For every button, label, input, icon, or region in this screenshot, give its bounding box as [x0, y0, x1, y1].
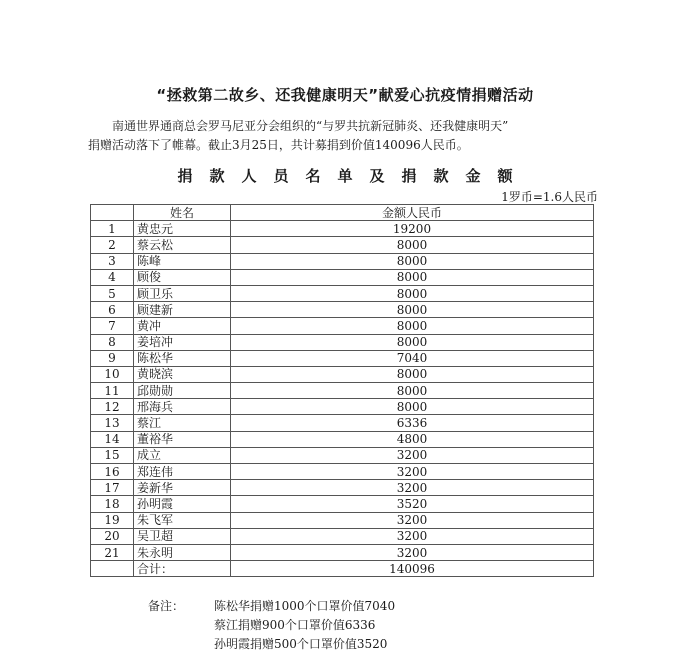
row-name: 蔡云松	[134, 237, 231, 253]
table-row	[91, 464, 594, 480]
row-index: 1	[91, 221, 134, 237]
row-amount: 3200	[231, 464, 594, 480]
row-amount: 8000	[231, 269, 594, 285]
table-row	[91, 383, 594, 399]
row-index: 6	[91, 302, 134, 318]
row-index: 12	[91, 399, 134, 415]
row-amount: 8000	[231, 302, 594, 318]
row-index: 13	[91, 415, 134, 431]
row-amount: 7040	[231, 350, 594, 366]
exchange-rate-note: 1罗币=1.6人民币	[501, 190, 598, 204]
table-row	[91, 431, 594, 447]
row-index: 8	[91, 334, 134, 350]
row-index: 2	[91, 237, 134, 253]
row-index: 3	[91, 253, 134, 269]
table-row	[91, 512, 594, 528]
table-row	[91, 496, 594, 512]
row-name: 姜培冲	[134, 334, 231, 350]
intro-line-2: 捐赠活动落下了帷幕。截止3月25日，共计募捐到价值140096人民币。	[88, 138, 469, 152]
row-name: 成立	[134, 447, 231, 463]
total-label: 合计：	[134, 561, 231, 577]
row-amount: 19200	[231, 221, 594, 237]
table-row	[91, 285, 594, 301]
row-amount: 8000	[231, 237, 594, 253]
row-name: 郑连伟	[134, 464, 231, 480]
row-name: 孙明霞	[134, 496, 231, 512]
row-amount: 8000	[231, 366, 594, 382]
row-amount: 8000	[231, 334, 594, 350]
row-amount: 8000	[231, 318, 594, 334]
table-row	[91, 221, 594, 237]
row-index: 21	[91, 544, 134, 560]
row-name: 吴卫超	[134, 528, 231, 544]
row-amount: 3200	[231, 528, 594, 544]
row-amount: 8000	[231, 383, 594, 399]
row-name: 黄冲	[134, 318, 231, 334]
remark-item: 蔡江捐赠900个口罩价值6336	[214, 618, 376, 632]
page-title: “拯救第二故乡、还我健康明天”献爱心抗疫情捐赠活动	[156, 86, 534, 104]
donor-list-title: 捐款人员名单及捐款金额	[177, 167, 530, 185]
row-name: 蔡江	[134, 415, 231, 431]
row-index: 14	[91, 431, 134, 447]
table-row	[91, 302, 594, 318]
row-index: 4	[91, 269, 134, 285]
table-row	[91, 350, 594, 366]
row-amount: 3200	[231, 480, 594, 496]
row-amount: 3200	[231, 447, 594, 463]
row-name: 姜新华	[134, 480, 231, 496]
donor-table	[90, 204, 594, 577]
header-amount: 金额人民币	[231, 205, 594, 221]
row-amount: 8000	[231, 285, 594, 301]
row-amount: 3520	[231, 496, 594, 512]
row-name: 黄忠元	[134, 221, 231, 237]
table-row	[91, 318, 594, 334]
row-index: 19	[91, 512, 134, 528]
table-row	[91, 366, 594, 382]
row-index: 20	[91, 528, 134, 544]
row-index: 9	[91, 350, 134, 366]
row-index: 11	[91, 383, 134, 399]
row-index: 18	[91, 496, 134, 512]
row-amount: 3200	[231, 512, 594, 528]
row-index: 15	[91, 447, 134, 463]
row-index: 5	[91, 285, 134, 301]
table-row	[91, 237, 594, 253]
row-name: 陈峰	[134, 253, 231, 269]
total-amount: 140096	[231, 561, 594, 577]
row-amount: 8000	[231, 399, 594, 415]
header-index	[91, 205, 134, 221]
total-index	[91, 561, 134, 577]
row-index: 16	[91, 464, 134, 480]
table-row	[91, 269, 594, 285]
header-name: 姓名	[134, 205, 231, 221]
remark-item: 陈松华捐赠1000个口罩价值7040	[214, 599, 396, 613]
row-name: 黄晓滨	[134, 366, 231, 382]
row-name: 陈松华	[134, 350, 231, 366]
row-amount: 4800	[231, 431, 594, 447]
remark-item: 孙明霞捐赠500个口罩价值3520	[214, 637, 388, 651]
row-index: 17	[91, 480, 134, 496]
table-row	[91, 544, 594, 560]
table-row	[91, 334, 594, 350]
table-row	[91, 253, 594, 269]
row-name: 顾俊	[134, 269, 231, 285]
table-row	[91, 480, 594, 496]
row-index: 7	[91, 318, 134, 334]
row-name: 朱永明	[134, 544, 231, 560]
table-row	[91, 528, 594, 544]
row-name: 董裕华	[134, 431, 231, 447]
row-name: 顾卫乐	[134, 285, 231, 301]
intro-paragraph	[88, 117, 608, 155]
row-name: 朱飞军	[134, 512, 231, 528]
row-name: 邢海兵	[134, 399, 231, 415]
remarks-items	[214, 597, 395, 654]
intro-line-1: 南通世界通商总会罗马尼亚分会组织的“与罗共抗新冠肺炎、还我健康明天”	[112, 119, 509, 133]
table-row	[91, 447, 594, 463]
donor-rows	[91, 221, 594, 561]
table-row	[91, 415, 594, 431]
table-row	[91, 399, 594, 415]
remarks-label: 备注：	[148, 599, 185, 613]
row-name: 邱勋勋	[134, 383, 231, 399]
total-row	[91, 561, 594, 577]
row-amount: 8000	[231, 253, 594, 269]
row-name: 顾建新	[134, 302, 231, 318]
row-amount: 6336	[231, 415, 594, 431]
row-amount: 3200	[231, 544, 594, 560]
row-index: 10	[91, 366, 134, 382]
table-header-row	[91, 205, 594, 221]
